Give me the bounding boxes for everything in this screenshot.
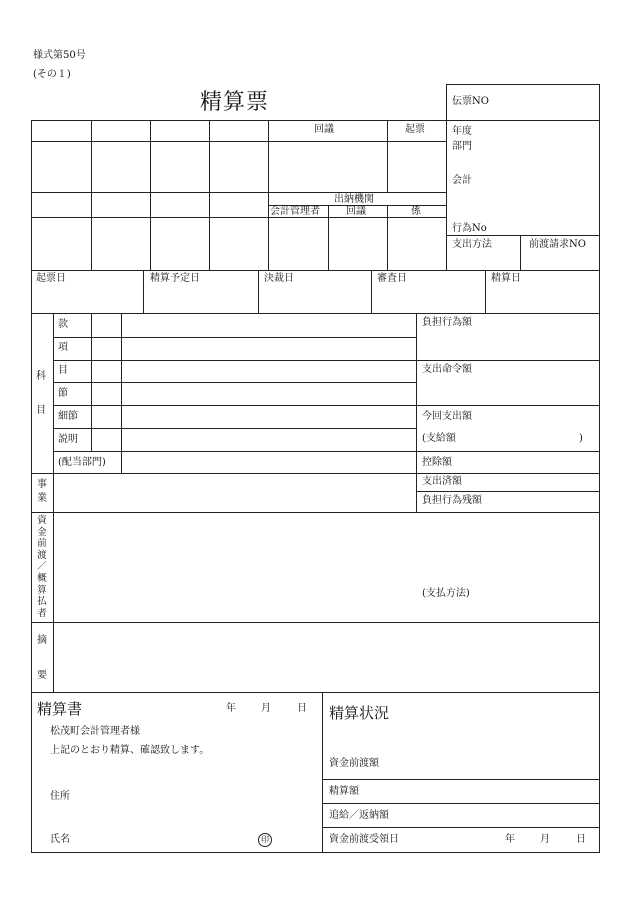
saisetsu-label: 細節 xyxy=(58,411,78,422)
seisansho-month: 月 xyxy=(261,703,271,714)
shiharai-houhou-label: (支払方法) xyxy=(422,588,470,599)
kou-label: 項 xyxy=(58,342,68,353)
seisansho-year: 年 xyxy=(226,703,236,714)
name-label: 氏名 xyxy=(50,834,70,845)
juryo-date-label: 資金前渡受領日 xyxy=(329,834,399,845)
tekiyou-label-1: 摘 xyxy=(37,635,47,646)
kaigi-label: 回議 xyxy=(314,124,334,135)
shikyu-gaku-label: (支給額 xyxy=(422,433,456,444)
payee-label: 資金前渡／概算払者 xyxy=(37,515,47,619)
form-number: 様式第50号 xyxy=(33,50,86,61)
juryo-month: 月 xyxy=(540,834,550,845)
seisan-yotei-date-label: 精算予定日 xyxy=(150,273,200,284)
juryo-day: 日 xyxy=(576,834,586,845)
kamoku-label-1: 科 xyxy=(36,371,46,382)
kamoku-label-2: 目 xyxy=(36,405,46,416)
konkai-shishutsu-gaku-label: 今回支出額 xyxy=(422,411,472,422)
kessai-date-label: 決裁日 xyxy=(264,273,294,284)
page-title: 精算票 xyxy=(200,90,270,115)
seal-icon: 印 xyxy=(258,833,272,847)
moku-label: 目 xyxy=(58,365,68,376)
seisan-gaku-label: 精算額 xyxy=(329,786,359,797)
tsuikyu-hennou-label: 追給／返納額 xyxy=(329,810,389,821)
jigyou-label: 事業 xyxy=(37,479,47,504)
setsu-label: 節 xyxy=(58,388,68,399)
setsumei-label: 説明 xyxy=(58,434,78,445)
shishutsu-meirei-gaku-label: 支出命令額 xyxy=(422,364,472,375)
kaigi2-label: 回議 xyxy=(346,206,366,217)
address-label: 住所 xyxy=(50,791,70,802)
koui-no-label: 行為No xyxy=(452,223,487,234)
denpyo-no-label: 伝票NO xyxy=(452,96,489,107)
seisan-joukyou-title: 精算状況 xyxy=(329,704,390,722)
kihyou-date-label: 起票日 xyxy=(36,273,66,284)
kihyou-label: 起票 xyxy=(405,124,425,135)
tekiyou-label-2: 要 xyxy=(37,670,47,681)
nendo-label: 年度 xyxy=(452,126,472,137)
kaikei-label: 会計 xyxy=(452,175,472,186)
kaikei-kanrisha-label: 会計管理者 xyxy=(270,206,320,217)
shinsa-date-label: 審査日 xyxy=(377,273,407,284)
maewatashi-gaku-label: 資金前渡額 xyxy=(329,758,379,769)
form-sub-number: (その１) xyxy=(33,69,71,80)
koujo-gaku-label: 控除額 xyxy=(422,457,452,468)
suitou-kikan-label: 出納機関 xyxy=(334,194,374,205)
shikyu-gaku-close: ) xyxy=(579,433,583,444)
bumon-label: 部門 xyxy=(452,141,472,152)
shishutsu-zumi-gaku-label: 支出済額 xyxy=(422,476,462,487)
addressee-text: 松茂町会計管理者様 xyxy=(50,726,140,737)
shishutsu-houhou-label: 支出方法 xyxy=(452,239,492,250)
juryo-year: 年 xyxy=(505,834,515,845)
haitou-bumon-label: (配当部門) xyxy=(58,457,106,468)
kan-label: 款 xyxy=(58,319,68,330)
maewatashi-no-label: 前渡請求NO xyxy=(529,239,586,250)
kakari-label: 係 xyxy=(411,206,421,217)
seisan-date-label: 精算日 xyxy=(491,273,521,284)
futan-koui-gaku-label: 負担行為額 xyxy=(422,317,472,328)
seisansho-title: 精算書 xyxy=(37,700,83,718)
confirmation-statement: 上記のとおり精算、確認致します。 xyxy=(50,745,210,756)
futan-zan-gaku-label: 負担行為残額 xyxy=(422,495,482,506)
seisansho-day: 日 xyxy=(297,703,307,714)
